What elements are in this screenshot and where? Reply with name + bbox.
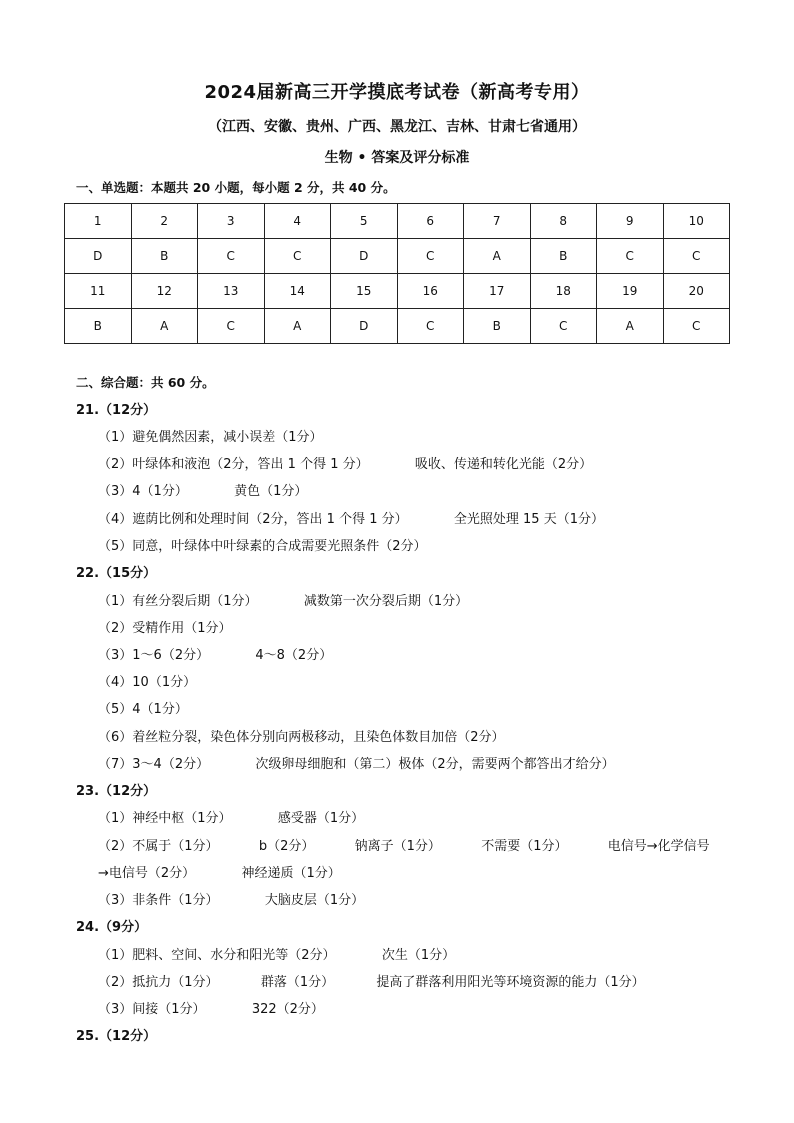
q21-4-answer-b: 全光照处理 15 天（1分） xyxy=(453,512,604,527)
answer-table xyxy=(64,203,730,344)
question-24-heading: 24.（9分） xyxy=(76,920,148,935)
question-number-cell: 18 xyxy=(530,274,597,309)
q22-line-4 xyxy=(98,671,196,690)
q24-1-answer-a: （1）肥料、空间、水分和阳光等（2分） xyxy=(98,948,336,963)
q22-7-answer-b: 次级卵母细胞和（第二）极体（2分，需要两个都答出才给分） xyxy=(255,757,615,772)
q24-2-answer-c: 提高了群落利用阳光等环境资源的能力（1分） xyxy=(376,975,645,990)
q21-4-answer-a: （4）遮荫比例和处理时间（2分，答出 1 个得 1 分） xyxy=(98,512,408,527)
question-number-row xyxy=(65,274,730,309)
q21-3-answer-a: （3）4（1分） xyxy=(98,484,188,499)
q21-line-4 xyxy=(98,508,604,527)
q21-line-3 xyxy=(98,480,307,499)
q22-line-5 xyxy=(98,698,188,717)
q23-line-4 xyxy=(98,889,364,908)
q24-2-answer-b: 群落（1分） xyxy=(260,975,335,990)
q21-2-answer-b: 吸收、传递和转化光能（2分） xyxy=(414,457,593,472)
q24-line-3 xyxy=(98,998,324,1017)
q23-1-answer-a: （1）神经中枢（1分） xyxy=(98,811,232,826)
q22-2-answer: （2）受精作用（1分） xyxy=(98,621,232,636)
q23-line-1 xyxy=(98,807,364,826)
answer-cell: D xyxy=(65,239,132,274)
subject-subtitle: 生物 • 答案及评分标准 xyxy=(324,150,470,166)
q21-5-answer: （5）同意，叶绿体中叶绿素的合成需要光照条件（2分） xyxy=(98,539,427,554)
question-number-row xyxy=(65,204,730,239)
q23-2-answer-b: b（2分） xyxy=(258,839,315,854)
answer-cell: A xyxy=(264,309,331,344)
question-number-cell: 16 xyxy=(397,274,464,309)
q21-line-1 xyxy=(98,426,323,445)
q23-2-answer-f: 神经递质（1分） xyxy=(241,866,341,881)
q23-2-answer-e: 电信号→化学信号 xyxy=(607,839,710,854)
q22-5-answer: （5）4（1分） xyxy=(98,702,188,717)
q24-3-answer-a: （3）间接（1分） xyxy=(98,1002,206,1017)
question-number-cell: 13 xyxy=(198,274,265,309)
question-23-heading: 23.（12分） xyxy=(76,784,157,799)
question-number-cell: 12 xyxy=(131,274,198,309)
q22-line-1 xyxy=(98,590,468,609)
answer-cell: C xyxy=(264,239,331,274)
answer-cell: A xyxy=(597,309,664,344)
question-number-cell: 8 xyxy=(530,204,597,239)
question-number-cell: 7 xyxy=(464,204,531,239)
answer-cell: D xyxy=(331,239,398,274)
answer-cell: D xyxy=(331,309,398,344)
q21-line-2 xyxy=(98,453,592,472)
answer-cell: C xyxy=(397,239,464,274)
q21-line-5 xyxy=(98,535,427,554)
question-number-cell: 15 xyxy=(331,274,398,309)
answer-cell: C xyxy=(663,309,730,344)
question-number-cell: 1 xyxy=(65,204,132,239)
q24-1-answer-b: 次生（1分） xyxy=(381,948,456,963)
question-25-heading: 25.（12分） xyxy=(76,1029,157,1044)
q22-6-answer: （6）着丝粒分裂，染色体分别向两极移动，且染色体数目加倍（2分） xyxy=(98,730,505,745)
answer-row xyxy=(65,309,730,344)
question-number-cell: 2 xyxy=(131,204,198,239)
q23-line-3 xyxy=(98,862,341,881)
q24-3-answer-b: 322（2分） xyxy=(251,1002,324,1017)
question-number-cell: 3 xyxy=(198,204,265,239)
q23-2-answer-a: （2）不属于（1分） xyxy=(98,839,219,854)
answer-cell: B xyxy=(464,309,531,344)
q22-7-answer-a: （7）3～4（2分） xyxy=(98,757,210,772)
answer-cell: B xyxy=(131,239,198,274)
q21-2-answer-a: （2）叶绿体和液泡（2分，答出 1 个得 1 分） xyxy=(98,457,369,472)
q23-2-answer-c: 钠离子（1分） xyxy=(354,839,441,854)
q23-1-answer-b: 感受器（1分） xyxy=(277,811,365,826)
question-number-cell: 14 xyxy=(264,274,331,309)
q22-1-answer-b: 减数第一次分裂后期（1分） xyxy=(303,594,469,609)
regions-subtitle: （江西、安徽、贵州、广西、黑龙江、吉林、甘肃七省通用） xyxy=(208,119,586,135)
q23-line-2 xyxy=(98,835,710,854)
answer-cell: C xyxy=(198,239,265,274)
answer-cell: A xyxy=(131,309,198,344)
question-number-cell: 6 xyxy=(397,204,464,239)
q22-line-2 xyxy=(98,617,232,636)
q22-3-answer-b: 4～8（2分） xyxy=(255,648,333,663)
question-number-cell: 17 xyxy=(464,274,531,309)
answer-cell: A xyxy=(464,239,531,274)
answer-cell: C xyxy=(597,239,664,274)
q22-line-7 xyxy=(98,753,615,772)
question-number-cell: 5 xyxy=(331,204,398,239)
q24-line-2 xyxy=(98,971,645,990)
q21-1-answer: （1）避免偶然因素，减小误差（1分） xyxy=(98,430,323,445)
answer-cell: C xyxy=(397,309,464,344)
question-number-cell: 9 xyxy=(597,204,664,239)
question-number-cell: 11 xyxy=(65,274,132,309)
q23-3-answer-b: 大脑皮层（1分） xyxy=(264,893,365,908)
q23-2-answer-d: 不需要（1分） xyxy=(481,839,568,854)
answer-cell: C xyxy=(530,309,597,344)
answer-cell: B xyxy=(65,309,132,344)
answer-cell: B xyxy=(530,239,597,274)
answer-cell: C xyxy=(198,309,265,344)
q23-2-answer-e-cont: →电信号（2分） xyxy=(98,866,196,881)
q24-line-1 xyxy=(98,944,455,963)
question-number-cell: 4 xyxy=(264,204,331,239)
q22-4-answer: （4）10（1分） xyxy=(98,675,197,690)
q22-3-answer-a: （3）1～6（2分） xyxy=(98,648,210,663)
q22-1-answer-a: （1）有丝分裂后期（1分） xyxy=(98,594,258,609)
q22-line-6 xyxy=(98,726,505,745)
question-number-cell: 10 xyxy=(663,204,730,239)
question-22-heading: 22.（15分） xyxy=(76,566,157,581)
question-21-heading: 21.（12分） xyxy=(76,403,157,418)
page-title: 2024届新高三开学摸底考试卷（新高考专用） xyxy=(204,82,590,103)
q24-2-answer-a: （2）抵抗力（1分） xyxy=(98,975,219,990)
answer-cell: C xyxy=(663,239,730,274)
q22-line-3 xyxy=(98,644,332,663)
q21-3-answer-b: 黄色（1分） xyxy=(234,484,308,499)
section-2-heading: 二、综合题：共 60 分。 xyxy=(76,375,215,390)
question-number-cell: 20 xyxy=(663,274,730,309)
section-1-heading: 一、单选题：本题共 20 小题，每小题 2 分，共 40 分。 xyxy=(76,180,396,195)
answer-row xyxy=(65,239,730,274)
question-number-cell: 19 xyxy=(597,274,664,309)
q23-3-answer-a: （3）非条件（1分） xyxy=(98,893,219,908)
